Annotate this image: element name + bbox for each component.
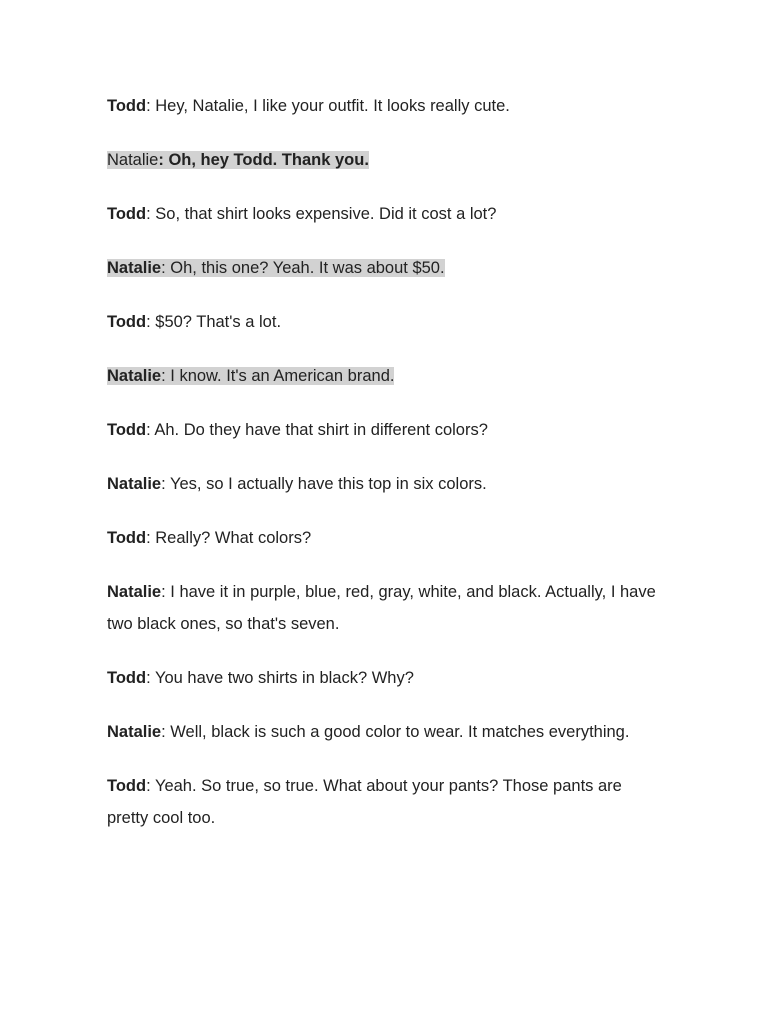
dialogue-line-13 <box>107 770 667 834</box>
dialogue-line-11 <box>107 662 667 694</box>
dialogue-line-4 <box>107 252 667 284</box>
speaker-name: Natalie <box>107 259 162 277</box>
dialogue-line-10 <box>107 576 667 640</box>
speaker-name: Todd <box>107 421 147 439</box>
dialogue-transcript <box>107 90 667 856</box>
dialogue-line-8 <box>107 468 667 500</box>
dialogue-line-2 <box>107 144 667 176</box>
dialogue-line-9 <box>107 522 667 554</box>
dialogue-line-6 <box>107 360 667 392</box>
speaker-name: Natalie <box>107 475 162 493</box>
line-text: : So, that shirt looks expensive. Did it cost a lot? <box>146 205 497 223</box>
speaker-name: Todd <box>107 777 147 795</box>
line-text: : Oh, hey Todd. Thank you. <box>158 151 369 169</box>
speaker-name: Todd <box>107 205 147 223</box>
line-text: : $50? That's a lot. <box>146 313 282 331</box>
line-text: : You have two shirts in black? Why? <box>146 669 414 687</box>
line-text: : Oh, this one? Yeah. It was about $50. <box>161 259 445 277</box>
speaker-name: Natalie <box>107 723 162 741</box>
highlighted-line <box>107 259 445 277</box>
speaker-name: Todd <box>107 97 147 115</box>
highlighted-line <box>107 151 369 169</box>
speaker-name: Todd <box>107 313 147 331</box>
dialogue-line-7 <box>107 414 667 446</box>
line-text: : Really? What colors? <box>146 529 312 547</box>
speaker-name: Natalie <box>107 151 159 169</box>
dialogue-line-3 <box>107 198 667 230</box>
dialogue-line-5 <box>107 306 667 338</box>
line-text: : I have it in purple, blue, red, gray, white, and black. Actually, I have two black ones, so that's seven. <box>107 583 656 633</box>
speaker-name: Todd <box>107 669 147 687</box>
line-text: : Yeah. So true, so true. What about your pants? Those pants are pretty cool too. <box>107 777 622 827</box>
speaker-name: Natalie <box>107 583 162 601</box>
line-text: : I know. It's an American brand. <box>161 367 395 385</box>
line-text: : Ah. Do they have that shirt in different colors? <box>146 421 488 439</box>
dialogue-line-1 <box>107 90 667 122</box>
line-text: : Yes, so I actually have this top in six colors. <box>161 475 487 493</box>
line-text: : Hey, Natalie, I like your outfit. It looks really cute. <box>146 97 510 115</box>
highlighted-line <box>107 367 394 385</box>
speaker-name: Todd <box>107 529 147 547</box>
line-text: : Well, black is such a good color to wear. It matches everything. <box>161 723 630 741</box>
dialogue-line-12 <box>107 716 667 748</box>
speaker-name: Natalie <box>107 367 162 385</box>
